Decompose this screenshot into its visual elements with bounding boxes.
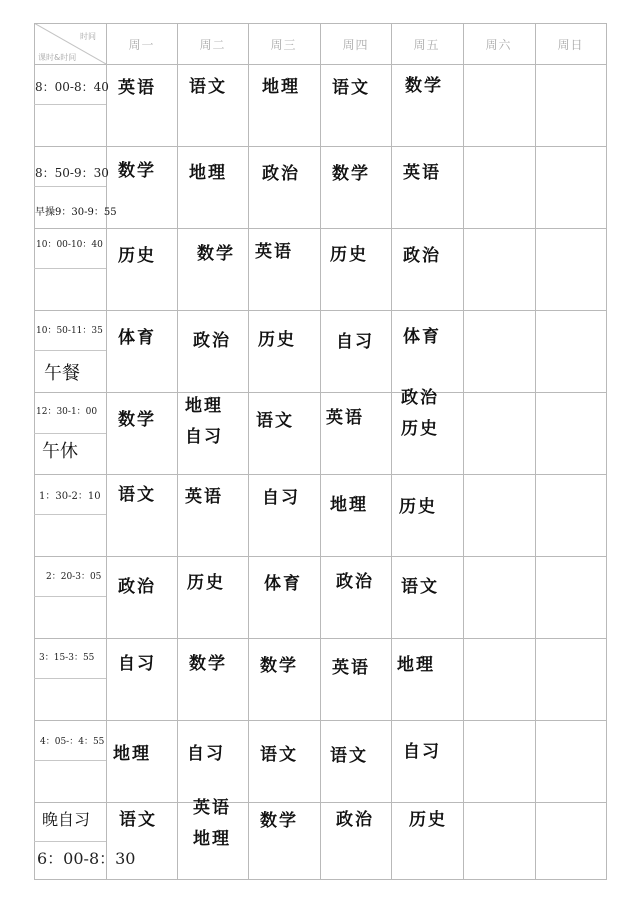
period-time: 4：05-：4：55 xyxy=(40,737,105,747)
subject-name: 数学 xyxy=(197,244,235,264)
period-time: 6：00-8：30 xyxy=(37,849,136,868)
subject-cell xyxy=(185,482,223,513)
subject-name: 数学 xyxy=(260,656,298,676)
subject-cell xyxy=(113,739,151,770)
subject-name: 地理 xyxy=(330,495,368,515)
subject-name: 历史 xyxy=(409,810,447,830)
subject-name: 英语 xyxy=(403,163,441,183)
subject-cell xyxy=(118,572,156,603)
subject-cell xyxy=(197,239,235,270)
column-border xyxy=(248,23,249,880)
subject-name: 政治 xyxy=(401,388,439,408)
row-border xyxy=(34,23,607,24)
subject-cell xyxy=(118,649,156,680)
subject-name: 数学 xyxy=(118,161,156,181)
subject-name: 语文 xyxy=(119,810,157,830)
subject-name: 历史 xyxy=(330,245,368,265)
subject-name: 自习 xyxy=(185,427,223,447)
time-cell-divider xyxy=(34,268,106,269)
subject-name: 数学 xyxy=(189,654,227,674)
column-border xyxy=(535,23,536,880)
subject-cell xyxy=(262,159,300,190)
subject-cell xyxy=(185,391,223,453)
period-time: 3：15-3：55 xyxy=(39,653,95,663)
subject-cell xyxy=(401,572,439,603)
period-time: 12：30-1：00 xyxy=(36,407,98,417)
period-note: 午休 xyxy=(42,441,78,462)
column-border xyxy=(391,23,392,880)
subject-name: 地理 xyxy=(262,77,300,97)
subject-name: 地理 xyxy=(193,829,231,849)
period-note: 午餐 xyxy=(44,363,80,384)
column-border xyxy=(177,23,178,880)
period-time: 10：50-11：35 xyxy=(36,326,103,336)
row-border xyxy=(34,720,607,721)
subject-cell xyxy=(189,158,227,189)
subject-name: 历史 xyxy=(401,419,439,439)
time-cell-divider xyxy=(34,841,106,842)
subject-name: 地理 xyxy=(397,655,435,675)
period-note: 晚自习 xyxy=(42,810,91,829)
subject-cell xyxy=(330,741,368,772)
column-border xyxy=(34,23,35,880)
time-cell-divider xyxy=(34,678,106,679)
subject-cell xyxy=(332,653,370,684)
row-border xyxy=(34,146,607,147)
corner-label-period: 课时&时间 xyxy=(38,53,77,62)
subject-cell xyxy=(118,156,156,187)
subject-cell xyxy=(330,240,368,271)
subject-name: 政治 xyxy=(193,331,231,351)
period-time: 10：00-10：40 xyxy=(36,240,103,250)
subject-name: 语文 xyxy=(401,577,439,597)
subject-cell xyxy=(187,739,225,770)
subject-name: 语文 xyxy=(256,411,294,431)
period-time: 8：50-9：30 xyxy=(35,166,109,180)
subject-name: 历史 xyxy=(187,573,225,593)
period-note: 早操9：30-9：55 xyxy=(35,207,117,218)
subject-name: 英语 xyxy=(326,408,364,428)
subject-cell xyxy=(260,740,298,771)
subject-cell xyxy=(330,490,368,521)
subject-cell xyxy=(403,322,441,353)
subject-name: 数学 xyxy=(332,164,370,184)
subject-cell xyxy=(403,158,441,189)
day-header: 周三 xyxy=(270,38,297,52)
subject-cell xyxy=(409,805,447,836)
subject-cell xyxy=(258,325,296,356)
subject-name: 体育 xyxy=(403,327,441,347)
row-border xyxy=(34,638,607,639)
row-border xyxy=(34,556,607,557)
subject-name: 体育 xyxy=(264,574,302,594)
subject-name: 数学 xyxy=(405,76,443,96)
subject-name: 数学 xyxy=(260,811,298,831)
subject-cell xyxy=(193,326,231,357)
subject-name: 体育 xyxy=(118,328,156,348)
subject-name: 自习 xyxy=(118,654,156,674)
subject-name: 英语 xyxy=(118,78,156,98)
subject-name: 英语 xyxy=(332,658,370,678)
day-header: 周四 xyxy=(342,38,369,52)
subject-name: 自习 xyxy=(403,742,441,762)
subject-cell xyxy=(189,72,227,103)
subject-name: 历史 xyxy=(399,497,437,517)
subject-cell xyxy=(403,241,441,272)
subject-cell xyxy=(118,405,156,436)
subject-cell xyxy=(262,72,300,103)
subject-name: 数学 xyxy=(118,410,156,430)
row-border xyxy=(34,474,607,475)
subject-cell xyxy=(405,71,443,102)
subject-name: 政治 xyxy=(118,577,156,597)
day-header: 周六 xyxy=(485,38,512,52)
subject-cell xyxy=(397,650,435,681)
time-cell-divider xyxy=(34,104,106,105)
row-border xyxy=(34,879,607,880)
subject-name: 语文 xyxy=(332,78,370,98)
subject-cell xyxy=(399,492,437,523)
column-border xyxy=(463,23,464,880)
subject-name: 英语 xyxy=(193,798,231,818)
column-border xyxy=(106,23,107,880)
subject-name: 政治 xyxy=(262,164,300,184)
column-border xyxy=(606,23,607,880)
subject-cell xyxy=(336,567,374,598)
subject-cell xyxy=(332,159,370,190)
subject-cell xyxy=(336,805,374,836)
subject-cell xyxy=(326,403,364,434)
subject-cell xyxy=(262,483,300,514)
period-time: 1：30-2：10 xyxy=(39,491,101,502)
subject-name: 英语 xyxy=(255,242,293,262)
corner-label-time: 时间 xyxy=(80,32,96,41)
time-cell-divider xyxy=(34,186,106,187)
period-time: 2：20-3：05 xyxy=(46,572,102,582)
row-border xyxy=(34,310,607,311)
subject-name: 语文 xyxy=(330,746,368,766)
time-cell-divider xyxy=(34,433,106,434)
period-time: 8：00-8：40 xyxy=(35,80,109,94)
subject-name: 语文 xyxy=(260,745,298,765)
subject-cell xyxy=(260,806,298,837)
subject-cell xyxy=(332,73,370,104)
time-cell-divider xyxy=(34,350,106,351)
subject-name: 语文 xyxy=(118,485,156,505)
time-cell-divider xyxy=(34,596,106,597)
time-cell-divider xyxy=(34,514,106,515)
subject-name: 历史 xyxy=(258,330,296,350)
row-border xyxy=(34,802,607,803)
day-header: 周二 xyxy=(199,38,226,52)
subject-cell xyxy=(118,480,156,511)
subject-cell xyxy=(256,406,294,437)
subject-name: 政治 xyxy=(336,572,374,592)
subject-cell xyxy=(264,569,302,600)
timetable xyxy=(34,23,607,880)
subject-name: 地理 xyxy=(113,744,151,764)
row-border xyxy=(34,228,607,229)
subject-cell xyxy=(187,568,225,599)
day-header: 周一 xyxy=(128,38,155,52)
subject-cell xyxy=(119,805,157,836)
subject-name: 自习 xyxy=(187,744,225,764)
subject-cell xyxy=(260,651,298,682)
subject-name: 自习 xyxy=(336,332,374,352)
row-border xyxy=(34,64,607,65)
subject-name: 政治 xyxy=(403,246,441,266)
subject-name: 政治 xyxy=(336,810,374,830)
subject-cell xyxy=(189,649,227,680)
subject-cell xyxy=(118,73,156,104)
subject-cell xyxy=(403,737,441,768)
day-header: 周五 xyxy=(413,38,440,52)
subject-cell xyxy=(193,793,231,855)
subject-name: 历史 xyxy=(118,246,156,266)
subject-cell xyxy=(255,237,293,268)
subject-name: 英语 xyxy=(185,487,223,507)
subject-name: 地理 xyxy=(185,396,223,416)
subject-cell xyxy=(118,241,156,272)
time-cell-divider xyxy=(34,760,106,761)
day-header: 周日 xyxy=(557,38,584,52)
subject-cell xyxy=(336,327,374,358)
column-border xyxy=(320,23,321,880)
subject-name: 语文 xyxy=(189,77,227,97)
subject-cell xyxy=(118,323,156,354)
subject-name: 自习 xyxy=(262,488,300,508)
row-border xyxy=(34,392,607,393)
subject-cell xyxy=(401,383,439,445)
subject-name: 地理 xyxy=(189,163,227,183)
